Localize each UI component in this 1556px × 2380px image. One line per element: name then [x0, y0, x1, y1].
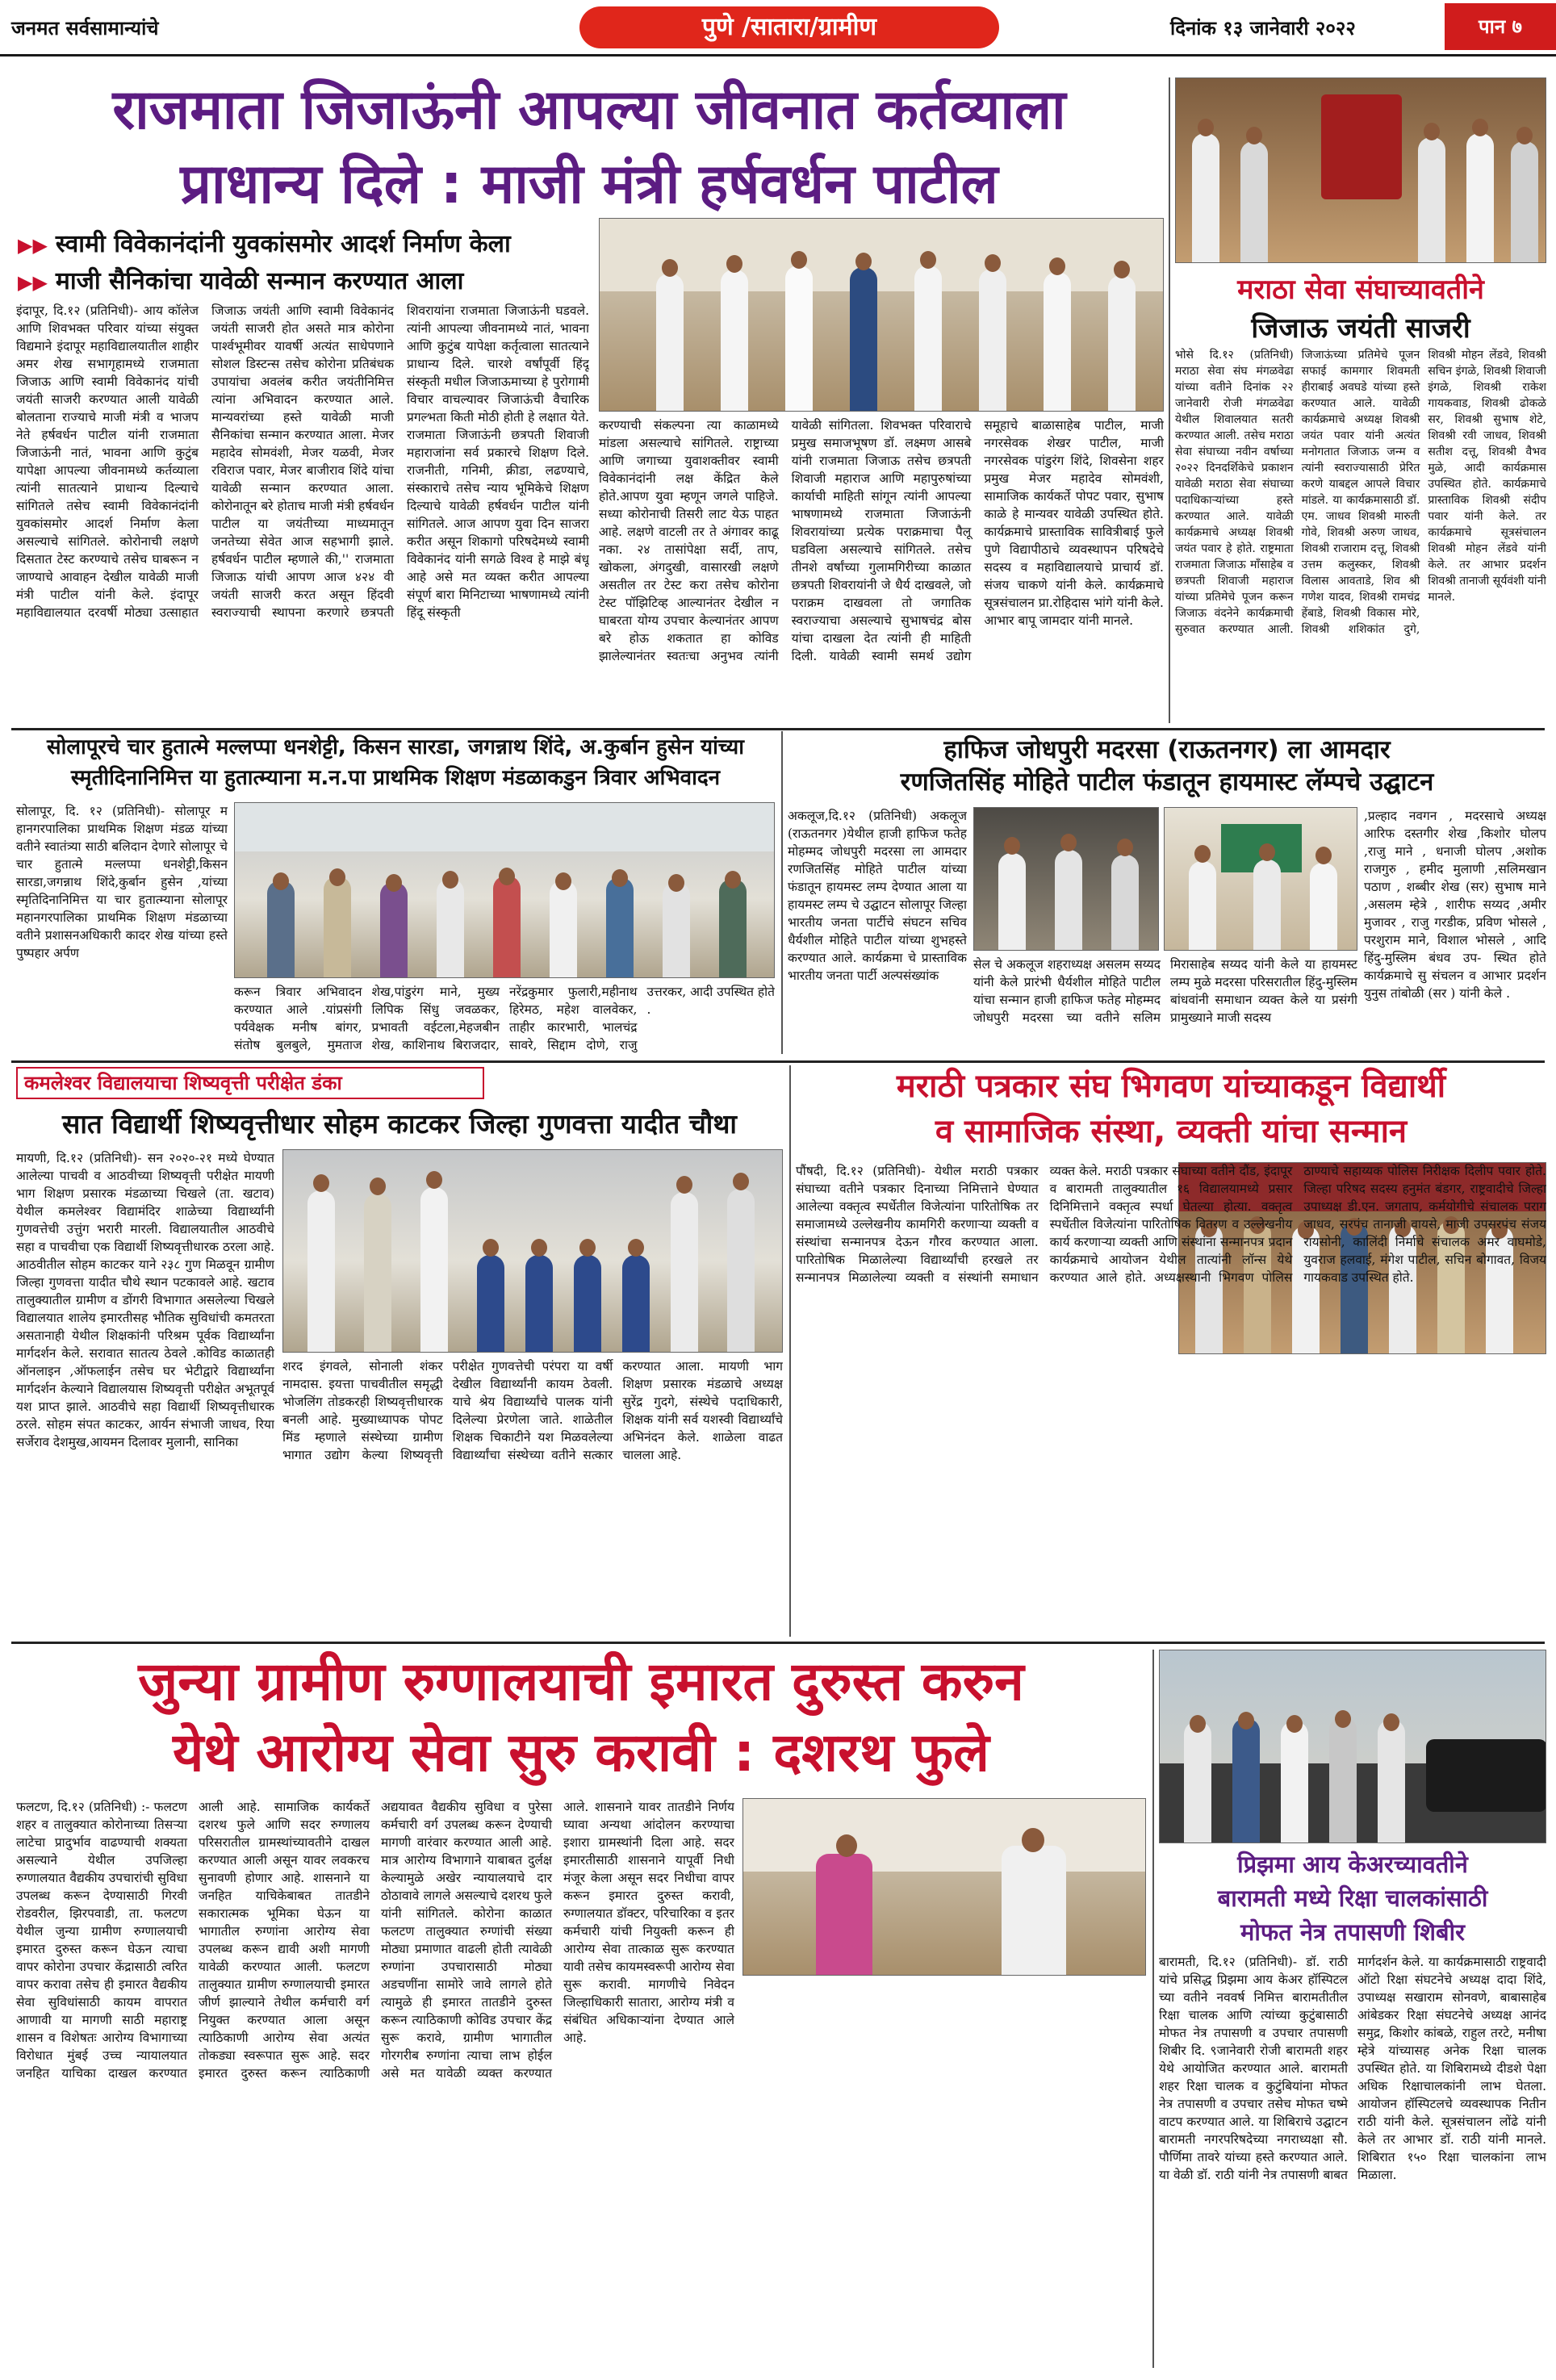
kamleshwar-photo: [282, 1149, 783, 1353]
story1-body: इंदापूर, दि.१२ (प्रतिनिधी)- आय कॉलेज आणि शिवभक्त परिवार यांच्या संयुक्त विद्यमाने इंदापूर महाविद्यालयातील शाहीर अमर शेख सभागृहामध्ये राजमाता जिजाऊ आणि स्वामी विवेकानंद यांची जयंती साजरी करण्यात आली यावेळी बोलताना राज्याचे माजी मंत्री व भाजप नेते हर्षवर्धन पाटील यांनी राजमाता जिजाऊंनी नातं, भावना आणि कुटुंब यापेक्षा आपल्या जीवनामध्ये कर्तव्याला त्यांनी सातत्याने प्राधान्य दिल्याचे सांगितले तसेच स्वामी विवेकानंदांनी युवकांसमोर आदर्श निर्माण केला असल्याचे सांगितले. कोरोनाची लक्षणे दिसतात टेस्ट करण्याचे तसेच घाबरून न जाण्याचे आवाहन देखील यावेळी माजी मंत्री पाटील यांनी केले. इंदापूर महाविद्यालयात दरवर्षी मोठ्या उत्साहात जिजाऊ जयंती आणि स्वामी विवेकानंद जयंती साजरी होत असते मात्र कोरोना पार्श्वभूमीवर यावर्षी अत्यंत साधेपणाने सोशल डिस्टन्स तसेच कोरोना प्रतिबंधक उपायांचा अवलंब करीत जयंतीनिमित्त त्यांना अभिवादन करण्यात आले. मान्यवरांच्या हस्ते यावेळी माजी सैनिकांचा सन्मान करण्यात आला. मेजर महादेव सोमवंशी, मेजर यळवी, मेजर रविराज पवार, मेजर बाजीराव शिंदे यांचा यावेळी सन्मान करण्यात आला. कोरोनातून बरे होताच माजी मंत्री हर्षवर्धन पाटील या जयंतीच्या माध्यमातून जनतेच्या सेवेत आज सहभागी झाले. हर्षवर्धन पाटील म्हणाले की,'' राजमाता जिजाऊ यांची आपण आज ४२४ वी जयंती साजरी करत असून हिंदवी स्वराज्याची स्थापना करणारे छत्रपती शिवरायांना राजमाता जिजाऊंनी घडवले. त्यांनी आपल्या जीवनामध्ये नातं, भावना आणि कुटुंब यापेक्षा कर्तृत्वाला सातत्याने प्राधान्य दिले. चारशे वर्षांपूर्वी हिंदू संस्कृती मधील जिजाऊमाच्या हे पुरोगामी विचार वाचल्यावर जिजाऊंची वैचारिक प्रगल्भता किती मोठी होती हे लक्षात येते. राजमाता जिजाऊंनी छत्रपती शिवाजी महाराजांना सर्व प्रकारचे शिक्षण दिले. राजनीती, गनिमी, क्रीडा, लढण्याचे, संस्काराचे तसेच न्याय भूमिकेचे शिक्षण दिल्याचे यावेळी हर्षवर्धन पाटील यांनी सांगितले. आज आपण युवा दिन साजरा करीत असून शिकागो परिषदेमध्ये स्वामी विवेकानंद यांनी सगळे विश्व हे माझे बंधू आहे असे मत व्यक्त करीत आपल्या संपूर्ण बारा मिनिटाच्या भाषणामध्ये त्यांनी हिंदू संस्कृती: [16, 303, 589, 620]
phule-body: फलटण, दि.१२ (प्रतिनिधी) :- फलटण शहर व तालुक्यात कोरोनाच्या तिसऱ्या लाटेचा प्रादुर्भाव वाढण्याची शक्यता असल्याने येथील उपजिल्हा रुग्णालयात वैद्यकीय उपचारांची सुविधा उपलब्ध करून देण्यासाठी गिरवी रोडवरील, झिरपवाडी, ता. फलटण येथील जुन्या ग्रामीण रुग्णालयाची इमारत दुरुस्त करून घेऊन त्याचा वापर कोरोना उपचार केंद्रासाठी त्वरित वापर करावा तसेच ही इमारत वैद्यकीय सेवा सुविधांसाठी कायम वापरात आणावी या मागणी साठी महाराष्ट्र शासन व विशेषतः आरोग्य विभागाच्या विरोधात मुंबई उच्च न्यायालयात जनहित याचिका दाखल करण्यात आली आहे. सामाजिक कार्यकर्ते दशरथ फुले आणि सदर रुग्णालय परिसरातील ग्रामस्थांच्यावतीने दाखल करण्यात आली असून यावर लवकरच सुनावणी होणार आहे. शासनाने या जनहित याचिकेबाबत तातडीने सकारात्मक भूमिका घेऊन या भागातील रुग्णांना आरोग्य सेवा उपलब्ध करून द्यावी अशी मागणी यावेळी करण्यात आली. फलटण तालुक्यात ग्रामीण रुग्णालयाची इमारत जीर्ण झाल्याने तेथील कर्मचारी वर्ग नियुक्त करण्यात आला असून त्याठिकाणी आरोग्य सेवा अत्यंत तोकड्या स्वरूपात सुरू आहे. सदर इमारत दुरुस्त करून त्याठिकाणी अद्ययावत वैद्यकीय सुविधा व पुरेसा कर्मचारी वर्ग उपलब्ध करून देण्याची मागणी वारंवार करण्यात आली आहे. मात्र आरोग्य विभागाने याबाबत दुर्लक्ष केल्यामुळे अखेर न्यायालयाचे दार ठोठावावे लागले असल्याचे दशरथ फुले यांनी सांगितले. कोरोना काळात फलटण तालुक्यात रुग्णांची संख्या मोठ्या प्रमाणात वाढली होती त्यावेळी रुग्णांना उपचारासाठी मोठ्या अडचणींना सामोरे जावे लागले होते त्यामुळे ही इमारत तातडीने दुरुस्त करून त्याठिकाणी कोविड उपचार केंद्र सुरू करावे, ग्रामीण भागातील गोरगरीब रुग्णांना त्याचा लाभ होईल असे मत यावेळी व्यक्त करण्यात आले. शासनाने यावर तातडीने निर्णय घ्यावा अन्यथा आंदोलन करण्याचा इशारा ग्रामस्थांनी दिला आहे. सदर इमारतीसाठी शासनाने यापूर्वी निधी मंजूर केला असून सदर निधीचा वापर करून इमारत दुरुस्त करावी, रुग्णालयात डॉक्टर, परिचारिका व इतर कर्मचारी यांची नियुक्ती करून ही आरोग्य सेवा तात्काळ सुरू करण्यात यावी तसेच कायमस्वरूपी आरोग्य सेवा सुरू करावी. मागणीचे निवेदन जिल्हाधिकारी सातारा, आरोग्य मंत्री व संबंधित अधिकाऱ्यांना देण्यात आले आहे.: [16, 1800, 734, 2081]
patrakar-headline-line2: व सामाजिक संस्था, व्यक्ती यांचा सन्मान: [935, 1113, 1408, 1150]
issue-date: दिनांक १३ जानेवारी २०२२: [1170, 17, 1356, 40]
section-rule: [11, 1642, 1545, 1644]
kamleshwar-body-bottom: शरद इंगवले, सोनाली शंकर नामदास. इयत्ता पाचवीतील समृद्धी भोजलिंग तोडकरही शिष्यवृत्तीधारक बनली आहे. मुख्याध्यापक पोपट मिंड म्हणाले संस्थेच्या ग्रामीण भागात उद्योग केल्या शिष्यवृत्ती परीक्षेत गुणवत्तेची परंपरा या वर्षी देखील विद्यार्थ्यांनी कायम ठेवली. याचे श्रेय विद्यार्थ्यांचे पालक यांनी दिलेल्या प्रेरणेला जाते. शाळेतील शिक्षक चिकाटीने यश मिळवलेल्या विद्यार्थ्यांचा संस्थेच्या वतीने सत्कार करण्यात आला. मायणी भाग शिक्षण प्रसारक मंडळाचे अध्यक्ष सुरेंद्र गुदगे, संस्थेचे पदाधिकारी, शिक्षक यांनी सर्व यशस्वी विद्यार्थ्यांचे अभिनंदन केले. शाळेला वाढत चालला आहे.: [282, 1359, 783, 1462]
maratha-body: भोसे दि.१२ (प्रतिनिधी) मराठा सेवा संघ मंगळवेढा यांच्या वतीने दिनांक २२ जानेवारी रोजी मंगळवेढा येथील शिवालयात सतरी करण्यात आली. तसेच मराठा सेवा संघाच्या नवीन वर्षाच्या २०२२ दिनदर्शिकेचे प्रकाशन यावेळी मराठा सेवा संघाच्या पदाधिकाऱ्यांच्या हस्ते करण्यात आले. यावेळी कार्यक्रमाचे अध्यक्ष शिवश्री जयंत पवार हे होते. राष्ट्रमाता राजमाता जिजाऊ माँसाहेब व छत्रपती शिवाजी महाराज यांच्या प्रतिमेचे पूजन करून जिजाऊ वंदनेने कार्यक्रमाची सुरुवात करण्यात आली. जिजाऊंच्या प्रतिमेचे पूजन सफाई कामगार शिवमती हीराबाई अवघडे यांच्या हस्ते करण्यात आले. यावेळी कार्यक्रमाचे अध्यक्ष शिवश्री जयंत पवार यांनी अत्यंत मनोगतात जिजाऊ जन्म व त्यांनी स्वराज्यासाठी प्रेरित करणे याबद्दल आपले विचार मांडले. या कार्यक्रमासाठी डॉ. एम. जाधव शिवश्री मारुती गोवे, शिवश्री अरुण जाधव, शिवश्री राजाराम दत्तू, शिवश्री उत्तम कलुस्कर, शिवश्री विलास आवताडे, शिव श्री गणेश यादव, शिवश्री रामचंद्र हेंबाडे, शिवश्री विकास मोरे, शिवश्री शशिकांत दुगे, शिवश्री मोहन लेंडवे, शिवश्री सचिन इंगळे, शिवश्री शिवाजी इंगळे, शिवश्री राकेश गायकवाड, शिवश्री ढोकळे सर, शिवश्री सुभाष शेटे, शिवश्री रवी जाधव, शिवश्री सतीश दत्तू, शिवश्री वैभव मुळे, आदी कार्यक्रमास उपस्थित होते. कार्यक्रमाचे प्रास्ताविक शिवश्री संदीप पवार यांनी केले. तर कार्यक्रमाचे सूत्रसंचालन शिवश्री मोहन लेंडवे यांनी केले. तर आभार प्रदर्शन शिवश्री तानाजी सूर्यवंशी यांनी मानले.: [1175, 349, 1546, 636]
kamleshwar-body-left: मायणी, दि.१२ (प्रतिनिधी)- सन २०२०-२१ मध्ये घेण्यात आलेल्या पाचवी व आठवीच्या शिष्यवृत्ती परीक्षेत मायणी भाग शिक्षण प्रसारक मंडळाच्या चिखले (ता. खटाव) येथील कमलेश्वर विद्यामंदिर शाळेच्या विद्यार्थ्यांनी गुणवत्तेची उत्तुंग भरारी मारली. विद्यालयातील आठवीचे सहा व पाचवीचा एक विद्यार्थी शिष्यवृत्तीधारक ठरला आहे. आठवीतील सोहम काटकर याने २३८ गुण मिळवून ग्रामीण जिल्हा गुणवत्ता यादीत चौथे स्थान पटकावले आहे. खटाव तालुक्यातील ग्रामीण व डोंगरी विभागात असलेल्या चिखले विद्यालयात शालेय इमारतीसह भौतिक सुविधांची कमतरता असतानाही येथील शिक्षकांनी परिश्रम पूर्वक विद्यार्थ्यांना मार्गदर्शन केले. सरावात सातत्य ठेवले .कोविड काळातही ऑनलाइन ,ऑफलाईन तसेच घर भेटीद्वारे विद्यार्थ्यांना मार्गदर्शन केल्याने विद्यालयास शिष्यवृत्ती परीक्षेत अभूतपूर्व यश प्राप्त झाले. आठवीचे सहा विद्यार्थी शिष्यवृत्तीधारक ठरले. सोहम संपत काटकर, आर्यन संभाजी जाधव, रिया सर्जेराव देशमुख,आयमन दिलावर मुलानी, सानिका: [16, 1151, 274, 1449]
phule-headline-line2: येथे आरोग्य सेवा सुरु करावी : दशरथ फुले: [173, 1721, 989, 1784]
column-divider: [789, 1065, 791, 1637]
section-rule: [11, 1060, 1545, 1063]
prism-title-line1: प्रिझमा आय केअरच्यावतीने: [1237, 1851, 1468, 1878]
section-rule: [11, 728, 1545, 730]
column-divider: [1152, 1650, 1154, 2368]
solapur-body-left: सोलापूर, दि. १२ (प्रतिनिधी)- सोलापूर म हानगरपालिका प्राथमिक शिक्षण मंडळ यांच्या वतीने स्वातंत्र्या साठी बलिदान देणारे सोलापूर चे चार हुतात्मे मल्लप्पा धनशेट्टी,किसन सारडा,जगन्नाथ शिंदे,कुर्बान हुसेन ,यांच्या स्मृतिदिनानिमित्त या चार हुतात्म्याना सोलापूर महानगरपालिका प्राथमिक शिक्षण मंडळाच्या वतीने प्रशासनअधिकारी कादर शेख यांच्या हस्ते पुष्पहार अर्पण: [16, 804, 228, 960]
prism-body: बारामती, दि.१२ (प्रतिनिधी)- डॉ. राठी यांचे प्रसिद्ध प्रिझमा आय केअर हॉस्पिटल च्या वतीने नववर्ष निमित्त बारामतीतील रिक्षा चालक आणि त्यांच्या कुटुंबासाठी मोफत नेत्र तपासणी व उपचार तपासणी शिबीर दि. ९जानेवारी रोजी बारामती शहर येथे आयोजित करण्यात आले. बारामती शहर रिक्षा चालक व कुटुंबियांना मोफत नेत्र तपासणी व उपचार तसेच मोफत चष्मे वाटप करण्यात आले. या शिबिराचे उद्घाटन बारामती नगरपरिषदेच्या नगराध्यक्षा सौ. पौर्णिमा तावरे यांच्या हस्ते करण्यात आले. या वेळी डॉ. राठी यांनी नेत्र तपासणी बाबत मार्गदर्शन केले. या कार्यक्रमासाठी राष्ट्रवादी ऑटो रिक्षा संघटनेचे अध्यक्ष दादा शिंदे, उपाध्यक्ष सखाराम सोनवणे, बाबासाहेब आंबेडकर रिक्षा संघटनेचे अध्यक्ष आनंद समुद्र, किशोर कांबळे, राहुल तरटे, मनीषा म्हेत्रे यांच्यासह अनेक रिक्षा चालक उपस्थित होते. या शिबिरामध्ये दीडशे पेक्षा अधिक रिक्षाचालकांनी लाभ घेतला. आयोजन हॉस्पिटलचे व्यवस्थापक नितीन राठी यांनी केले. सूत्रसंचालन लोंढे यांनी केले तर आभार डॉ. राठी यांनी मानले. शिबिरात १५० रिक्षा चालकांना लाभ मिळाला.: [1159, 1955, 1546, 2182]
maratha-title-line1: मराठा सेवा संघाच्यावतीने: [1237, 274, 1484, 306]
kamleshwar-headline: सात विद्यार्थी शिष्यवृत्तीधार सोहम काटकर जिल्हा गुणवत्ता यादीत चौथा: [62, 1108, 737, 1140]
akluj-headline-line2: रणजितसिंह मोहिते पाटील फंडातून हायमास्ट लॅम्पचे उद्घाटन: [900, 768, 1434, 797]
paper-name: जनमत सर्वसामान्यांचे: [11, 17, 159, 40]
phule-headline-line1: जुन्या ग्रामीण रुग्णालयाची इमारत दुरुस्त करुन: [138, 1650, 1024, 1713]
maratha-title-line2: जिजाऊ जयंती साजरी: [1251, 312, 1470, 345]
arrow-icon: ▶▶: [18, 271, 48, 294]
solapur-headline-line1: सोलापूरचे चार हुतात्मे मल्लप्पा धनशेट्टी, किसन सारडा, जगन्नाथ शिंदे, अ.कुर्बान हुसेन यांच्या: [47, 735, 744, 759]
column-divider: [781, 731, 783, 1054]
akluj-body-mid: सेल चे अकलूज शहराध्यक्ष असलम सय्यद यांनी केले प्रारंभी धैर्यशील मोहिते पाटील यांचा सन्मान हाजी हाफिज फतेह मोहम्मद जोधपुरी मदरसा च्या वतीने सलिम मिरासाहेब सय्यद यांनी केले या हायमस्ट लम्प मुळे मदरसा परिसरातील हिंदु-मुस्लिम बांधवांनी समाधान व्यक्त केले या प्रसंगी प्रामुख्याने माजी सदस्य: [973, 957, 1357, 1025]
maratha-photo: [1175, 77, 1546, 263]
akluj-photo-1: [973, 807, 1159, 951]
solapur-headline-line2: स्मृतीदिनानिमित्त या हुतात्म्याना म.न.पा प्राथमिक शिक्षण मंडळाकडुन त्रिवार अभिवादन: [70, 766, 721, 790]
prism-title-line2: बारामती मध्ये रिक्षा चालकांसाठी: [1217, 1884, 1488, 1912]
story1-body-continued: करण्याची संकल्पना त्या काळामध्ये मांडला असल्याचे सांगितले. राष्ट्राच्या आणि जगाच्या युवाशक्तीवर स्वामी विवेकानंदांनी लक्ष केंद्रित केले होते.आपण युवा म्हणून जगले पाहिजे. सध्या कोरोनाची तिसरी लाट येऊ पाहत आहे. लक्षणे वाटली तर ते अंगावर काढू नका. २४ तासांपेक्षा सर्दी, ताप, खोकला, अंगदुखी, वासारखी लक्षणे असतील तर टेस्ट करा तसेच कोरोना टेस्ट पॉझिटिव्ह आल्यानंतर देखील न घाबरता योग्य उपचार केल्यानंतर आपण बरे होऊ शकतात हा कोविड झालेल्यानंतर स्वतःचा अनुभव त्यांनी यावेळी सांगितला. शिवभक्त परिवाराचे प्रमुख समाजभूषण डॉ. लक्ष्मण आसबे यांनी राजमाता जिजाऊ तसेच छत्रपती शिवाजी महाराज आणि महापुरुषांच्या कार्याची माहिती सांगून त्यांनी आपल्या भाषणामध्ये राजमाता जिजाऊंनी शिवरायांच्या प्रत्येक पराक्रमाचा पैलू घडविला असल्याचे सांगितले. तसेच तीनशे वर्षांच्या गुलामगिरीच्या काळात छत्रपती शिवरायांनी जे धैर्य दाखवले, जो पराक्रम दाखवला तो जगातिक स्वराज्याचा असल्याचे सुभाषचंद्र बोस यांचा दाखला देत त्यांनी ही माहिती दिली. यावेळी स्वामी समर्थ उद्योग समूहाचे बाळासाहेब पाटील, माजी नगरसेवक शेखर पाटील, माजी नगरसेवक पांडुरंग शिंदे, शिवसेना शहर प्रमुख मेजर महादेव सोमवंशी, सामाजिक कार्यकर्ते पोपट पवार, सुभाष काळे हे मान्यवर यावेळी उपस्थित होते. कार्यक्रमाचे प्रास्ताविक सावित्रीबाई फुले पुणे विद्यापीठाचे व्यवस्थापन परिषदेचे सदस्य व महाविद्यालयाचे प्राचार्य डॉ. संजय चाकणे यांनी केले. कार्यक्रमाचे सूत्रसंचालन प्रा.रोहिदास भांगे यांनी केले. आभार बापू जामदार यांनी मानले.: [599, 418, 1164, 663]
prism-photo: [1159, 1650, 1546, 1843]
patrakar-headline-line1: मराठी पत्रकार संघ भिगवण यांच्याकडून विद्यार्थी: [896, 1068, 1446, 1105]
story1-bullet-1: ▶▶ स्वामी विवेकानंदांनी युवकांसमोर आदर्श निर्माण केला: [18, 230, 511, 258]
story1-bullet-2: ▶▶ माजी सैनिकांचा यावेळी सन्मान करण्यात आला: [18, 267, 464, 295]
akluj-headline-line1: हाफिज जोधपुरी मदरसा (राऊतनगर) ला आमदार: [943, 735, 1391, 764]
story1-photo: [599, 218, 1164, 412]
column-divider: [1169, 77, 1170, 723]
akluj-photo-2: [1164, 807, 1357, 951]
solapur-photo: [234, 802, 775, 978]
story1-headline-line2: प्राधान्य दिले : माजी मंत्री हर्षवर्धन पाटील: [180, 153, 998, 216]
akluj-body-left: अकलूज,दि.१२ (प्रतिनिधी) अकलूज (राऊतनगर )येथील हाजी हाफिज फतेह मोहम्मद जोधपुरी मदरसा ला आमदार रणजितसिंह मोहिते पाटील यांच्या फंडातून हायमस्ट लम्प देण्यात आला या हायमस्ट लम्प चे उद्घाटन सोलापूर जिल्हा भारतीय जनता पार्टीचे संघटन सचिव धैर्यशील मोहिते पाटील यांच्या शुभहस्ते करण्यात आले. कार्यक्रमा चे प्रास्ताविक भारतीय जनता पार्टी अल्पसंख्यांक: [788, 809, 967, 983]
phule-photo: [742, 1798, 1146, 1976]
story1-headline-line1: राजमाता जिजाऊंनी आपल्या जीवनात कर्तव्याला: [112, 78, 1066, 142]
patrakar-body: पौंषदी, दि.१२ (प्रतिनिधी)- येथील मराठी पत्रकार संघाच्या वतीने पत्रकार दिनाच्या निमित्ताने घेण्यात आलेल्या वक्तृत्व स्पर्धेतील विजेत्यांना पारितोषिक तर समाजामध्ये उल्लेखनीय कामगिरी करणाऱ्या व्यक्ती व संस्थांचा सन्मानपत्र देऊन गौरव करण्यात आला. पारितोषिक मिळालेल्या विद्यार्थ्यांची हरखले तर सन्मानपत्र मिळालेल्या व्यक्ती व संस्थांनी समाधान व्यक्त केले. मराठी पत्रकार संघाच्या वतीने दौंड, इंदापूर व बारामती तालुक्यातील १६ विद्यालयामध्ये प्रसार दिनिमित्ताने वक्तृत्व स्पर्धा घेतल्या होत्या. वक्तृत्व स्पर्धेतील विजेत्यांना पारितोषिक वितरण व उल्लेखनीय कार्य करणाऱ्या व्यक्ती आणि संस्थांना सन्मानपत्र प्रदान कार्यक्रमाचे आयोजन येथील तात्यांनी लॉन्स येथे करण्यात आले होते. अध्यक्षस्थानी भिगवण पोलिस ठाण्याचे सहाय्यक पोलिस निरीक्षक दिलीप पवार होते. जिल्हा परिषद सदस्य हनुमंत बंडगर, राष्ट्रवादीचे जिल्हा उपाध्यक्ष डी.एन. जगताप, कर्मयोगीचे संचालक पराग जाधव, सरपंच तानाजी वायसे, माजी उपसरपंच संजय रायसोनी, कालिंदी निर्माचे संचालक अमर वाघमोडे, युवराज हलवाई, मंगेश पाटील, सचिन बोगावत, विजय गायकवाड उपस्थित होते.: [796, 1164, 1546, 1285]
solapur-body-bottom: करून त्रिवार अभिवादन करण्यात आले .यांप्रसंगी पर्यवेक्षक मनीष बांगर, संतोष बुलबुले, मुमताज शेख,पांडुरंग माने, मुख्य लिपिक सिंधु जवळकर, प्रभावती वईटला,मेहजबीन शेख, काशिनाथ बिराजदार, नरेंद्रकुमार फुलारी,महीनाथ हिरेमठ, महेश वालवेकर, ताहीर कारभारी, भालचंद्र सावरे, सिद्दाम दोणे, राजु उत्तरकर, आदी उपस्थित होते .: [234, 985, 775, 1052]
page-number: पान ७: [1445, 3, 1556, 50]
akluj-body-right: ,प्रल्हाद नवगन , मदरसाचे अध्यक्ष आरिफ दस्तगीर शेख ,किशोर घोलप ,राजु माने , धनाजी घोलप ,अशोक राजगुरु , हमीद मुलाणी ,सलिमखान पठाण , शब्बीर शेख (सर) सुभाष माने ,असलम म्हेत्रे , शारीफ सय्यद ,अमीर मुजावर , राजु गरडीक, प्रविण भोसले , परशुराम माने, विशाल भोसले , आदि हिंदु-मुस्लिम बंधव उप- स्थित होते कार्यक्रमाचे सु संचलन व आभार प्रदर्शन युनुस तांबोळी (सर ) यांनी केले .: [1364, 809, 1546, 1001]
section-pill: पुणे /सातारा/ग्रामीण: [579, 6, 999, 48]
masthead: [0, 0, 1556, 56]
prism-title-line3: मोफत नेत्र तपासणी शिबीर: [1240, 1918, 1465, 1946]
phule-body-continued: [742, 1982, 1146, 2368]
kamleshwar-kicker: कमलेश्वर विद्यालयाचा शिष्यवृत्ती परीक्षेत डंका: [16, 1067, 484, 1099]
arrow-icon: ▶▶: [18, 234, 48, 257]
